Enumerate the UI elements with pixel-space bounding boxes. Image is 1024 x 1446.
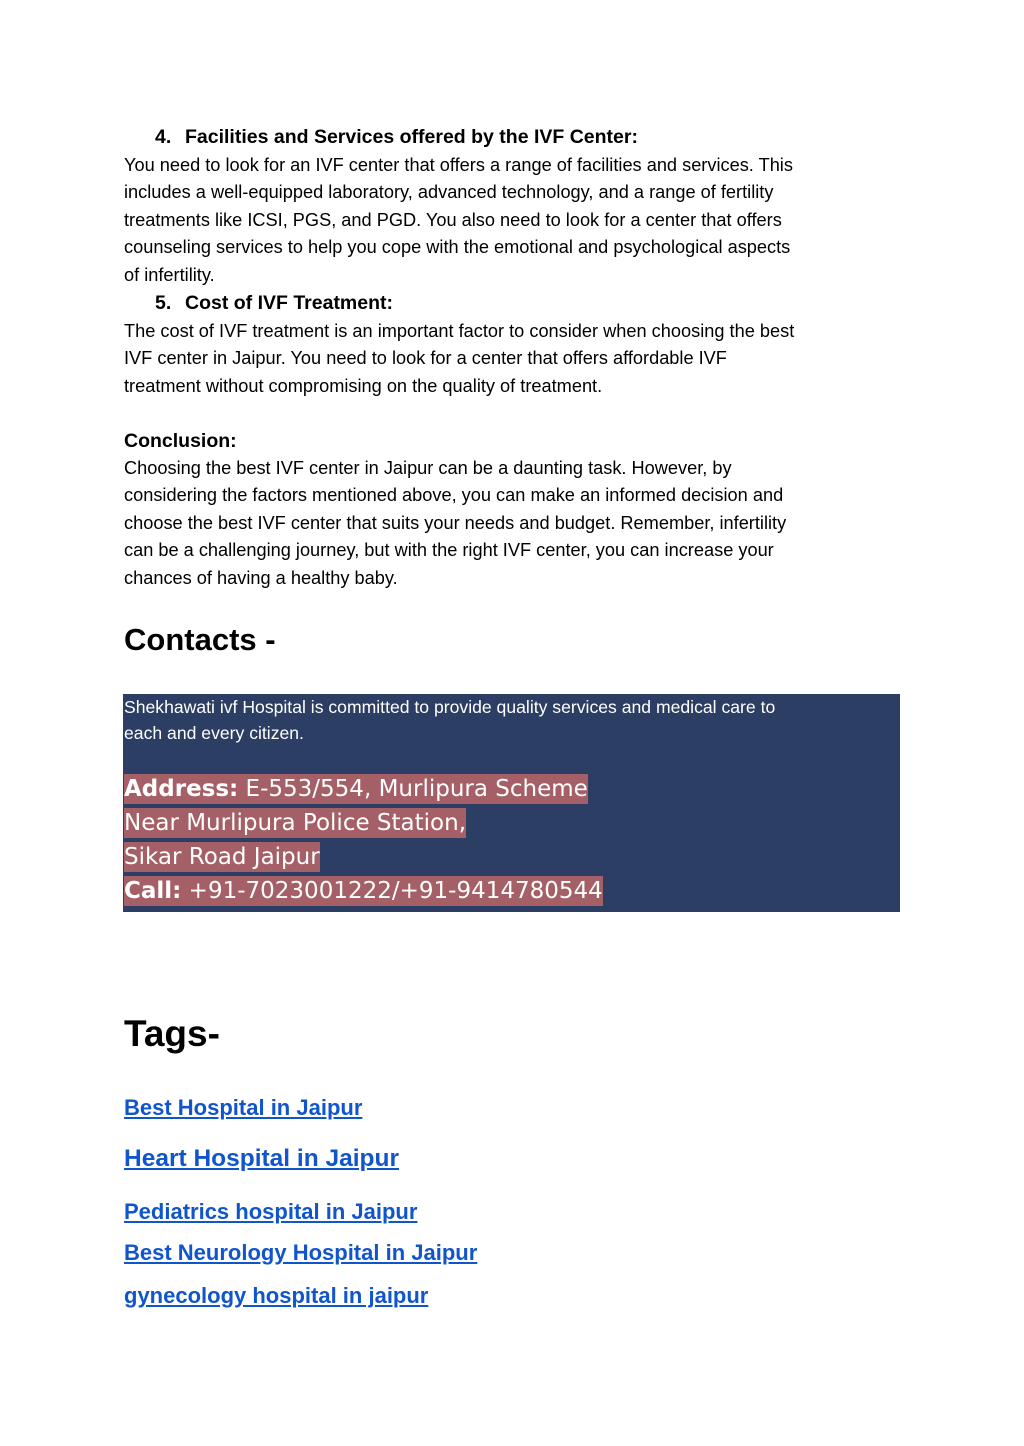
tag-link-gynecology-hospital[interactable]: gynecology hospital in jaipur (124, 1283, 429, 1308)
tag-link-best-hospital[interactable]: Best Hospital in Jaipur (124, 1095, 363, 1120)
text-line: includes a well-equipped laboratory, advanced technology, and a range of fertility (124, 182, 774, 203)
text-line: IVF center in Jaipur. You need to look for a center that offers affordable IVF (124, 348, 727, 369)
address-value: E-553/554, Murlipura Scheme (238, 776, 588, 802)
section-4-paragraph (124, 152, 914, 289)
text-line: treatment without compromising on the quality of treatment. (124, 375, 603, 396)
text-line: Choosing the best IVF center in Jaipur can be a daunting task. However, by (124, 458, 732, 478)
text-line: treatments like ICSI, PGS, and PGD. You also need to look for a center that offers (124, 209, 782, 230)
section-4-heading (155, 124, 638, 150)
tag-link-heart-hospital[interactable]: Heart Hospital in Jaipur (124, 1145, 400, 1172)
tag-link-pediatrics-hospital[interactable]: Pediatrics hospital in Jaipur (124, 1199, 418, 1224)
conclusion-heading: Conclusion: (124, 430, 237, 452)
tag-link-neurology-hospital[interactable]: Best Neurology Hospital in Jaipur (124, 1240, 478, 1265)
contact-intro (124, 694, 775, 746)
text-line: The cost of IVF treatment is an important factor to consider when choosing the best (124, 321, 795, 341)
text-line: each and every citizen. (124, 723, 304, 743)
text-line: counseling services to help you cope with the emotional and psychological aspects (124, 237, 791, 258)
tags-heading: Tags- (124, 1013, 220, 1054)
heading-text: Facilities and Services offered by the IVF Center: (185, 126, 638, 148)
call-line (124, 876, 603, 906)
list-number: 5. (155, 292, 172, 314)
address-label: Address: (124, 776, 239, 802)
section-5-heading (155, 290, 393, 316)
list-number: 4. (155, 126, 172, 148)
text-line: considering the factors mentioned above, you can make an informed decision and (124, 485, 784, 506)
phone-numbers: +91-7023001222/+91-9414780544 (181, 878, 603, 904)
address-line-3: Sikar Road Jaipur (124, 844, 320, 870)
text-line: can be a challenging journey, but with the right IVF center, you can increase your (124, 540, 774, 561)
conclusion-paragraph (124, 455, 914, 592)
text-line: of infertility. (124, 264, 215, 285)
text-line: choose the best IVF center that suits your needs and budget. Remember, infertility (124, 512, 787, 533)
address-line-1 (124, 774, 588, 804)
heading-text: Cost of IVF Treatment: (185, 292, 394, 314)
text-line: chances of having a healthy baby. (124, 567, 398, 588)
text-line: You need to look for an IVF center that offers a range of facilities and services. This (124, 155, 793, 175)
section-5-paragraph (124, 318, 914, 400)
contacts-heading: Contacts - (124, 622, 276, 657)
call-label: Call: (124, 878, 182, 904)
address-line-2: Near Murlipura Police Station, (124, 810, 467, 836)
text-line: Shekhawati ivf Hospital is committed to provide quality services and medical care to (124, 697, 776, 717)
